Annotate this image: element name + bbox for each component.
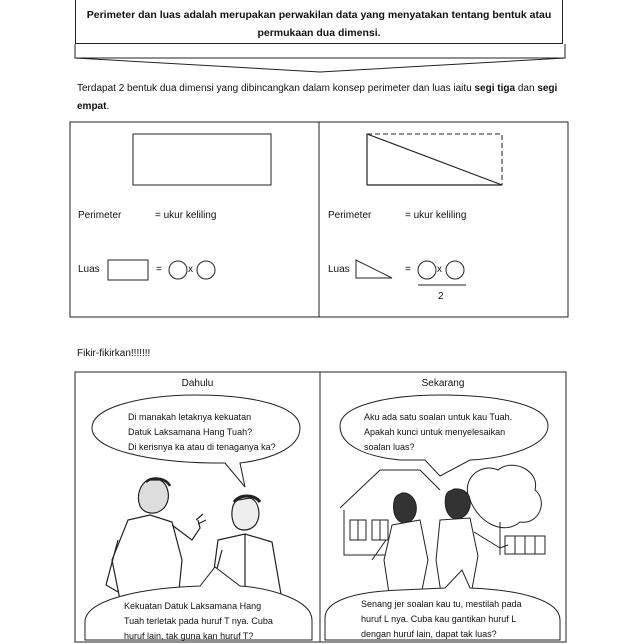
right-characters-illustration [340,465,545,600]
right-bubble-bottom-text [361,597,556,639]
left-bubble-top-text [128,410,298,455]
left-equals: = [156,264,162,275]
right-equals: = [405,264,411,275]
right-bubble-top-text [364,410,544,455]
bubble-line: Senang jer soalan kau tu, mestilah pada [361,599,522,609]
right-divisor: 2 [438,291,444,302]
left-perimeter-formula: = ukur keliling [155,210,217,221]
intro-shape-rectangle: segi empat [77,83,558,112]
intro-text-end: . [106,101,110,112]
left-bubble-bottom-text [124,599,304,641]
bubble-line: Apakah kunci untuk menyelesaikan [364,427,506,437]
left-perimeter-label: Perimeter [78,210,122,221]
bubble-line: Tuah terletak pada huruf T nya. Cuba [124,616,273,626]
left-times: x [188,264,193,275]
bubble-line: soalan luas? [364,442,415,452]
bubble-line: huruf L nya. Cuba kau gantikan huruf L [361,614,517,624]
left-area-label: Luas [78,264,100,275]
right-perimeter-formula: = ukur keliling [405,210,467,221]
bubble-line: Aku ada satu soalan untuk kau Tuah. [364,412,513,422]
sekarang-title: Sekarang [421,378,465,389]
bubble-line: huruf lain, tak guna kan huruf T? [124,631,254,641]
definition-text: Perimeter dan luas adalah merupakan perwakilan data yang menyatakan tentang bentuk atau permukaan dua dimensi. [86,9,552,39]
intro-shape-triangle: segi tiga [474,83,516,94]
right-times: x [437,264,442,275]
bubble-line: Di kerisnya ka atau di tenaganya ka? [128,442,276,452]
right-perimeter-label: Perimeter [328,210,372,221]
intro-text-mid: dan [515,83,538,94]
left-characters-illustration [106,479,282,600]
bubble-line: Datuk Laksamana Hang Tuah? [128,427,253,437]
bubble-line: Di manakah letaknya kekuatan [128,412,252,422]
right-area-label: Luas [328,264,350,275]
intro-text: Terdapat 2 bentuk dua dimensi yang dibincangkan dalam konsep perimeter dan luas iaitu [77,83,475,94]
bubble-line: Kekuatan Datuk Laksamana Hang [124,601,262,611]
dahulu-title: Dahulu [181,378,214,389]
fikir-heading: Fikir-fikirkan!!!!!!! [77,348,151,359]
bubble-line: dengan huruf lain, dapat tak luas? [361,629,497,639]
